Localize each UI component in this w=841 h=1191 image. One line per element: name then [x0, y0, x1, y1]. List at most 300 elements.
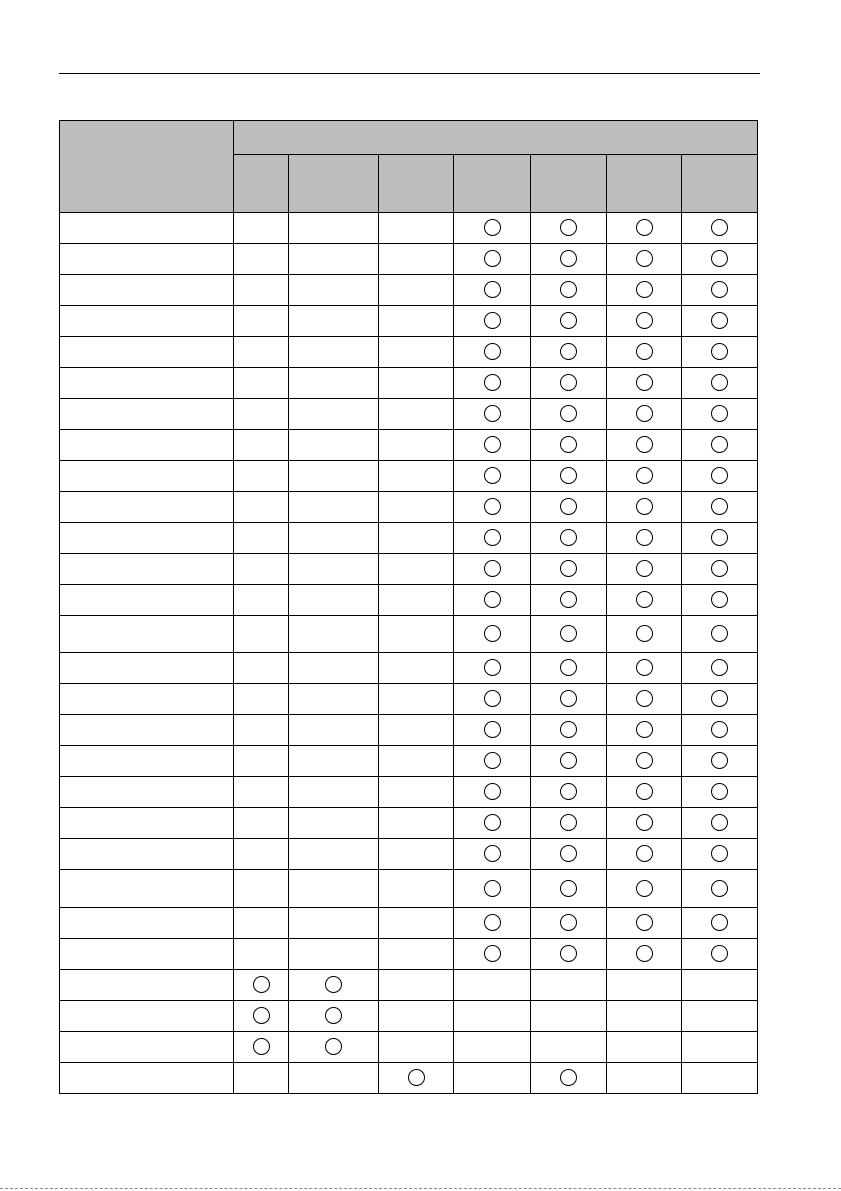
table-cell — [289, 839, 379, 870]
table-cell — [607, 777, 682, 808]
column-header — [682, 155, 758, 213]
table-cell — [531, 684, 607, 715]
circle-icon — [560, 436, 577, 453]
table-cell — [379, 908, 454, 939]
table-cell — [234, 1063, 289, 1094]
table-cell — [682, 908, 758, 939]
table-cell — [531, 616, 607, 653]
circle-icon — [636, 914, 653, 931]
circle-icon — [560, 845, 577, 862]
table-cell — [234, 461, 289, 492]
row-label — [60, 461, 234, 492]
circle-icon — [560, 721, 577, 738]
table-cell — [454, 1032, 531, 1063]
table-cell — [531, 715, 607, 746]
circle-icon — [636, 690, 653, 707]
circle-icon — [484, 625, 501, 642]
table-row — [60, 554, 758, 585]
circle-icon — [636, 591, 653, 608]
table-cell — [234, 616, 289, 653]
table-row — [60, 870, 758, 908]
table-cell — [234, 746, 289, 777]
table-row — [60, 368, 758, 399]
circle-icon — [636, 529, 653, 546]
table-cell — [379, 653, 454, 684]
table-row — [60, 275, 758, 306]
circle-icon — [711, 312, 728, 329]
page-edge-rule — [0, 1188, 841, 1189]
table-cell — [607, 616, 682, 653]
circle-icon — [636, 374, 653, 391]
table-cell — [454, 1001, 531, 1032]
table-cell — [289, 715, 379, 746]
table-cell — [289, 746, 379, 777]
circle-icon — [484, 405, 501, 422]
table-cell — [682, 777, 758, 808]
table-cell — [379, 275, 454, 306]
table-row — [60, 430, 758, 461]
table-row — [60, 492, 758, 523]
circle-icon — [484, 498, 501, 515]
table-row — [60, 839, 758, 870]
circle-icon — [636, 783, 653, 800]
circle-icon — [560, 1069, 577, 1086]
circle-icon — [484, 219, 501, 236]
table-cell — [607, 554, 682, 585]
table-cell — [289, 1063, 379, 1094]
table-row — [60, 1032, 758, 1063]
table-cell — [682, 1063, 758, 1094]
table-row — [60, 244, 758, 275]
row-label — [60, 523, 234, 554]
row-label — [60, 839, 234, 870]
row-label — [60, 1063, 234, 1094]
table-cell — [607, 808, 682, 839]
table-cell — [682, 554, 758, 585]
circle-icon — [636, 945, 653, 962]
table-cell — [682, 492, 758, 523]
table-cell — [531, 244, 607, 275]
row-label — [60, 939, 234, 970]
table-cell — [234, 684, 289, 715]
table-cell — [531, 653, 607, 684]
table-cell — [234, 213, 289, 244]
table-cell — [607, 523, 682, 554]
table-cell — [454, 213, 531, 244]
circle-icon — [636, 250, 653, 267]
circle-icon — [711, 880, 728, 897]
table-cell — [454, 430, 531, 461]
table-cell — [379, 244, 454, 275]
table-cell — [454, 808, 531, 839]
table-cell — [454, 523, 531, 554]
circle-icon — [325, 976, 342, 993]
table-cell — [531, 746, 607, 777]
table-cell — [234, 777, 289, 808]
circle-icon — [253, 1007, 270, 1024]
table-cell — [454, 746, 531, 777]
table-cell — [289, 653, 379, 684]
circle-icon — [560, 250, 577, 267]
row-label — [60, 399, 234, 430]
table-cell — [607, 970, 682, 1001]
circle-icon — [484, 752, 501, 769]
table-cell — [454, 337, 531, 368]
table-cell — [289, 337, 379, 368]
circle-icon — [560, 529, 577, 546]
table-cell — [379, 616, 454, 653]
table-cell — [379, 1001, 454, 1032]
header-rule — [59, 73, 760, 74]
table-cell — [234, 523, 289, 554]
table-cell — [454, 715, 531, 746]
table-cell — [234, 839, 289, 870]
circle-icon — [636, 752, 653, 769]
table-cell — [289, 870, 379, 908]
row-label — [60, 585, 234, 616]
circle-icon — [711, 436, 728, 453]
circle-icon — [711, 374, 728, 391]
table-cell — [379, 554, 454, 585]
circle-icon — [636, 498, 653, 515]
row-label — [60, 554, 234, 585]
table-cell — [531, 585, 607, 616]
table-cell — [607, 908, 682, 939]
table-cell — [234, 908, 289, 939]
table-cell — [531, 908, 607, 939]
table-cell — [454, 554, 531, 585]
circle-icon — [560, 405, 577, 422]
table-cell — [531, 306, 607, 337]
table-cell — [379, 337, 454, 368]
table-cell — [454, 492, 531, 523]
table-cell — [379, 523, 454, 554]
table-cell — [289, 684, 379, 715]
table-cell — [289, 1001, 379, 1032]
table-cell — [531, 870, 607, 908]
table-cell — [531, 839, 607, 870]
row-label — [60, 430, 234, 461]
circle-icon — [484, 436, 501, 453]
circle-icon — [560, 343, 577, 360]
circle-icon — [560, 659, 577, 676]
table-cell — [607, 870, 682, 908]
table-cell — [454, 585, 531, 616]
table-cell — [607, 585, 682, 616]
circle-icon — [711, 721, 728, 738]
circle-icon — [636, 845, 653, 862]
circle-icon — [636, 659, 653, 676]
circle-icon — [560, 219, 577, 236]
circle-icon — [636, 312, 653, 329]
table-row — [60, 808, 758, 839]
group-header — [234, 121, 758, 155]
table-cell — [454, 777, 531, 808]
table-cell — [289, 616, 379, 653]
circle-icon — [636, 625, 653, 642]
table-cell — [234, 939, 289, 970]
table-cell — [531, 461, 607, 492]
table-cell — [234, 368, 289, 399]
table-cell — [607, 430, 682, 461]
circle-icon — [408, 1069, 425, 1086]
circle-icon — [560, 914, 577, 931]
circle-icon — [711, 498, 728, 515]
circle-icon — [636, 405, 653, 422]
table-cell — [454, 1063, 531, 1094]
circle-icon — [253, 1038, 270, 1055]
table-cell — [379, 808, 454, 839]
table-cell — [379, 715, 454, 746]
table-cell — [234, 492, 289, 523]
column-header — [289, 155, 379, 213]
table-row — [60, 461, 758, 492]
circle-icon — [560, 752, 577, 769]
table-cell — [379, 306, 454, 337]
table-cell — [289, 244, 379, 275]
table-cell — [682, 939, 758, 970]
table-row — [60, 746, 758, 777]
table-cell — [682, 244, 758, 275]
column-header — [531, 155, 607, 213]
circle-icon — [711, 529, 728, 546]
table-cell — [379, 870, 454, 908]
table-cell — [454, 306, 531, 337]
table-row — [60, 908, 758, 939]
circle-icon — [484, 529, 501, 546]
table-cell — [607, 684, 682, 715]
table-cell — [289, 554, 379, 585]
circle-icon — [560, 880, 577, 897]
table-cell — [289, 461, 379, 492]
table-cell — [379, 746, 454, 777]
table-row — [60, 616, 758, 653]
circle-icon — [636, 436, 653, 453]
table-cell — [531, 213, 607, 244]
circle-icon — [711, 845, 728, 862]
table-cell — [234, 430, 289, 461]
table-cell — [682, 746, 758, 777]
table-cell — [531, 492, 607, 523]
circle-icon — [636, 560, 653, 577]
table-cell — [682, 430, 758, 461]
table-row — [60, 585, 758, 616]
circle-icon — [560, 281, 577, 298]
table-cell — [234, 306, 289, 337]
circle-icon — [484, 591, 501, 608]
circle-icon — [711, 467, 728, 484]
table-cell — [531, 368, 607, 399]
row-label — [60, 1001, 234, 1032]
table-cell — [289, 368, 379, 399]
circle-icon — [636, 281, 653, 298]
table-cell — [454, 870, 531, 908]
circle-icon — [711, 560, 728, 577]
table-cell — [454, 939, 531, 970]
row-label — [60, 715, 234, 746]
table-cell — [379, 492, 454, 523]
row-label — [60, 684, 234, 715]
table-cell — [289, 492, 379, 523]
table-cell — [607, 1001, 682, 1032]
circle-icon — [253, 976, 270, 993]
table-cell — [531, 1063, 607, 1094]
table-cell — [607, 939, 682, 970]
table-cell — [682, 213, 758, 244]
table-cell — [531, 554, 607, 585]
table-cell — [607, 306, 682, 337]
table-cell — [682, 399, 758, 430]
row-label — [60, 1032, 234, 1063]
table-cell — [531, 1001, 607, 1032]
table-cell — [682, 368, 758, 399]
circle-icon — [484, 845, 501, 862]
table-cell — [234, 653, 289, 684]
circle-icon — [560, 591, 577, 608]
table-cell — [234, 1032, 289, 1063]
table-cell — [682, 1001, 758, 1032]
circle-icon — [484, 467, 501, 484]
column-header — [607, 155, 682, 213]
table-cell — [289, 1032, 379, 1063]
table-cell — [607, 653, 682, 684]
circle-icon — [560, 625, 577, 642]
table-cell — [682, 870, 758, 908]
table-row — [60, 653, 758, 684]
table-cell — [531, 523, 607, 554]
circle-icon — [484, 914, 501, 931]
table-cell — [289, 275, 379, 306]
circle-icon — [560, 690, 577, 707]
table-row — [60, 715, 758, 746]
table-row — [60, 337, 758, 368]
circle-icon — [711, 625, 728, 642]
circle-icon — [711, 250, 728, 267]
row-label — [60, 306, 234, 337]
table-cell — [682, 337, 758, 368]
table-cell — [607, 492, 682, 523]
table-cell — [531, 399, 607, 430]
table-cell — [289, 399, 379, 430]
table-cell — [682, 684, 758, 715]
circle-icon — [711, 281, 728, 298]
circle-icon — [711, 219, 728, 236]
circle-icon — [636, 219, 653, 236]
table-cell — [289, 430, 379, 461]
table-cell — [289, 585, 379, 616]
circle-icon — [484, 312, 501, 329]
table-cell — [531, 970, 607, 1001]
circle-icon — [560, 783, 577, 800]
row-label — [60, 368, 234, 399]
circle-icon — [484, 250, 501, 267]
table-cell — [234, 275, 289, 306]
table-cell — [682, 461, 758, 492]
table-cell — [454, 616, 531, 653]
circle-icon — [711, 591, 728, 608]
table-cell — [682, 1032, 758, 1063]
table-cell — [454, 275, 531, 306]
table-cell — [289, 306, 379, 337]
circle-icon — [636, 814, 653, 831]
column-header — [234, 155, 289, 213]
table-cell — [607, 337, 682, 368]
row-label — [60, 777, 234, 808]
row-label — [60, 244, 234, 275]
table-cell — [234, 244, 289, 275]
table-cell — [289, 908, 379, 939]
table-cell — [531, 808, 607, 839]
circle-icon — [636, 467, 653, 484]
circle-icon — [711, 752, 728, 769]
table-cell — [379, 839, 454, 870]
table-cell — [607, 275, 682, 306]
table-cell — [682, 275, 758, 306]
table-row — [60, 970, 758, 1001]
table-cell — [234, 715, 289, 746]
table-cell — [682, 523, 758, 554]
table-cell — [682, 839, 758, 870]
table-cell — [682, 808, 758, 839]
table-cell — [379, 939, 454, 970]
circle-icon — [484, 560, 501, 577]
table-cell — [289, 213, 379, 244]
table-cell — [454, 908, 531, 939]
table-cell — [454, 970, 531, 1001]
table-cell — [234, 808, 289, 839]
table-row — [60, 939, 758, 970]
circle-icon — [484, 374, 501, 391]
table-cell — [607, 399, 682, 430]
row-label — [60, 970, 234, 1001]
table-cell — [379, 213, 454, 244]
table-cell — [379, 1063, 454, 1094]
circle-icon — [711, 945, 728, 962]
table-cell — [531, 939, 607, 970]
table-cell — [289, 970, 379, 1001]
row-label — [60, 275, 234, 306]
circle-icon — [711, 659, 728, 676]
table-row — [60, 1063, 758, 1094]
circle-icon — [484, 880, 501, 897]
circle-icon — [711, 914, 728, 931]
table-cell — [607, 715, 682, 746]
table-cell — [234, 585, 289, 616]
table-row — [60, 777, 758, 808]
circle-icon — [325, 1007, 342, 1024]
table-cell — [379, 399, 454, 430]
circle-icon — [560, 560, 577, 577]
circle-icon — [711, 343, 728, 360]
row-label — [60, 337, 234, 368]
circle-icon — [560, 467, 577, 484]
circle-icon — [484, 659, 501, 676]
table-cell — [607, 368, 682, 399]
circle-icon — [711, 814, 728, 831]
table-cell — [607, 1032, 682, 1063]
circle-icon — [484, 783, 501, 800]
table-cell — [454, 399, 531, 430]
table-cell — [531, 777, 607, 808]
table-cell — [682, 306, 758, 337]
row-label — [60, 492, 234, 523]
row-label — [60, 653, 234, 684]
table-cell — [454, 461, 531, 492]
table-cell — [234, 870, 289, 908]
circle-icon — [560, 498, 577, 515]
table-cell — [234, 399, 289, 430]
table-cell — [454, 244, 531, 275]
